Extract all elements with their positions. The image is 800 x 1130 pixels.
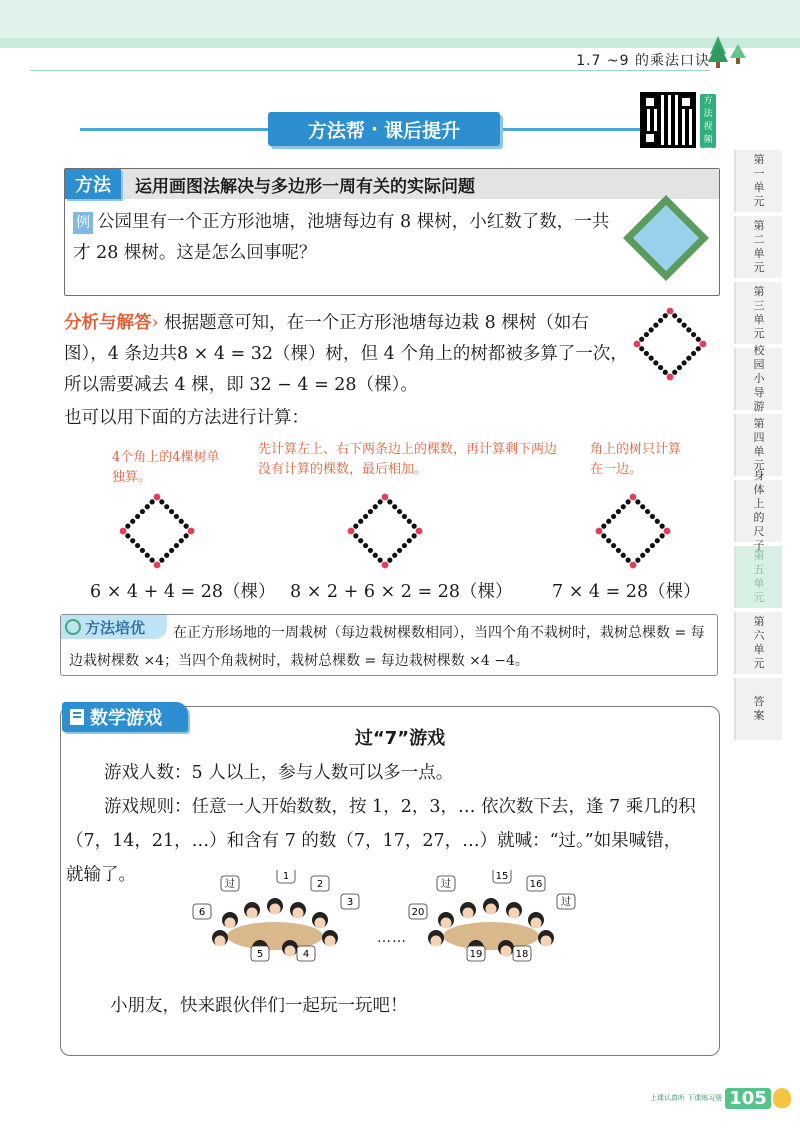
side-tree bbox=[150, 499, 155, 504]
side-tree bbox=[616, 548, 621, 553]
example-text bbox=[73, 207, 613, 269]
side-tree bbox=[640, 504, 645, 509]
child-face bbox=[501, 946, 512, 957]
child-face bbox=[270, 904, 281, 915]
side-tree bbox=[635, 558, 640, 563]
child-face bbox=[225, 918, 236, 929]
side-tab-unit-1[interactable]: 第一单元 bbox=[734, 150, 782, 212]
bubble-label: 1 bbox=[282, 871, 290, 882]
corner-tree bbox=[667, 374, 674, 381]
side-tree bbox=[387, 499, 392, 504]
side-tree bbox=[621, 504, 626, 509]
side-tree bbox=[672, 313, 677, 318]
side-tree bbox=[378, 499, 383, 504]
side-tree bbox=[639, 337, 644, 342]
side-tree bbox=[125, 533, 130, 538]
speech-bubble bbox=[277, 870, 295, 883]
top-band bbox=[0, 0, 800, 48]
square-tree-diagram-c bbox=[594, 492, 672, 570]
bubble-label: 20 bbox=[411, 907, 425, 918]
speech-bubble bbox=[297, 946, 315, 961]
side-tree bbox=[677, 318, 682, 323]
corner-tree bbox=[664, 528, 671, 535]
side-tree bbox=[649, 327, 654, 332]
side-tree bbox=[392, 553, 397, 558]
side-tree bbox=[658, 318, 663, 323]
qr-label: 方法视频课 bbox=[700, 94, 716, 148]
child-face bbox=[441, 918, 452, 929]
speech-bubble bbox=[527, 876, 545, 891]
analysis-text: 根据题意可知，在一个正方形池塘每边栽 8 棵树（如右图），4 条边共8 × 4 = 32（棵）树，但 4 个角上的树都被多算了一次，所以需要减去 4 棵，即 32 − 4 = 28（棵）。 bbox=[64, 313, 628, 395]
side-tree bbox=[626, 499, 631, 504]
side-tree bbox=[174, 514, 179, 519]
side-tree bbox=[663, 313, 668, 318]
children-circle-right bbox=[406, 870, 576, 970]
speech-bubble bbox=[251, 946, 269, 961]
side-tree bbox=[635, 499, 640, 504]
speech-bubble bbox=[467, 946, 485, 961]
corner-tree bbox=[700, 341, 707, 348]
chapter-tag: 1.7 ~9 的乘法口诀 bbox=[576, 53, 710, 69]
game-players: 游戏人数：5 人以上，参与人数可以多一点。 bbox=[104, 763, 454, 783]
side-tab-unit-4[interactable]: 第四单元 bbox=[734, 414, 782, 476]
corner-tree bbox=[382, 562, 389, 569]
bubble-label: 2 bbox=[316, 879, 324, 890]
side-tree bbox=[363, 514, 368, 519]
side-tree bbox=[682, 323, 687, 328]
corner-tree bbox=[630, 562, 637, 569]
side-tree bbox=[691, 332, 696, 337]
bubble-label: 5 bbox=[256, 949, 264, 960]
footer-slogan: 上课认真听 下课练习册 bbox=[650, 1093, 723, 1102]
side-tab-unit-3[interactable]: 第三单元 bbox=[734, 282, 782, 344]
side-tree bbox=[402, 543, 407, 548]
side-tab-answers[interactable]: 答案 bbox=[734, 678, 782, 740]
side-tree bbox=[655, 519, 660, 524]
side-tree bbox=[368, 509, 373, 514]
side-tree bbox=[640, 553, 645, 558]
tip-badge-label: 方法培优 bbox=[85, 618, 146, 637]
child-face bbox=[541, 936, 552, 947]
page-footer bbox=[650, 1086, 791, 1110]
side-tree bbox=[159, 558, 164, 563]
pond-illustration bbox=[621, 193, 711, 283]
bubble-label: 过 bbox=[441, 879, 451, 890]
side-tree bbox=[601, 533, 606, 538]
side-tree bbox=[174, 543, 179, 548]
example-badge: 例 bbox=[73, 212, 93, 234]
side-tree bbox=[169, 509, 174, 514]
side-tree bbox=[130, 519, 135, 524]
corner-tree bbox=[154, 494, 161, 501]
analysis-paragraph: 分析与解答› 根据题意可知，在一个正方形池塘每边栽 8 棵树（如右图），4 条边共8 × 4 = 32（棵）树，但 4 个角上的树都被多算了一次，所以需要减去 4 棵，即 32 − 4 = 28（棵）。 bbox=[64, 313, 628, 395]
side-tree bbox=[164, 504, 169, 509]
square-tree-diagram bbox=[632, 306, 708, 382]
side-tree bbox=[150, 558, 155, 563]
speech-bubble bbox=[311, 876, 329, 891]
corner-tree bbox=[120, 528, 127, 535]
corner-tree bbox=[634, 341, 641, 348]
child-face bbox=[531, 918, 542, 929]
game-badge-label: 数学游戏 bbox=[90, 708, 162, 729]
side-tree bbox=[358, 519, 363, 524]
formula-3: 7 × 4 = 28（棵） bbox=[552, 582, 701, 602]
child-face bbox=[325, 936, 336, 947]
bubble-label: 过 bbox=[561, 897, 571, 908]
side-tree bbox=[373, 553, 378, 558]
side-tree bbox=[135, 543, 140, 548]
side-tree bbox=[373, 504, 378, 509]
bubble-label: 15 bbox=[495, 871, 509, 882]
side-tree bbox=[184, 524, 189, 529]
side-tree bbox=[402, 514, 407, 519]
corner-tree bbox=[630, 494, 637, 501]
side-tree bbox=[397, 509, 402, 514]
example-body: 公园里有一个正方形池塘，池塘每边有 8 棵树，小红数了数，一共才 28 棵树。这是怎么回事呢？ bbox=[73, 212, 610, 263]
corner-tree bbox=[188, 528, 195, 535]
speech-bubble bbox=[437, 876, 455, 891]
tip-text: 在正方形场地的一周栽树（每边栽树棵数相同），当四个角不栽树时，栽树总棵数 = 每边栽树棵数 ×4；当四个角栽树时，栽树总棵数 = 每边栽树棵数 ×4 −4。 bbox=[69, 625, 705, 669]
side-tree bbox=[645, 509, 650, 514]
side-tree bbox=[606, 519, 611, 524]
bubble-label: 4 bbox=[302, 949, 310, 960]
game-rules-end: 就输了。 bbox=[66, 865, 136, 885]
side-tree bbox=[140, 548, 145, 553]
child-face bbox=[285, 946, 296, 957]
bubble-label: 3 bbox=[346, 897, 354, 908]
bubble-label: 18 bbox=[515, 949, 529, 960]
banner-left: 方法帮 bbox=[307, 119, 365, 142]
page-number: 105 bbox=[725, 1088, 771, 1109]
child-face bbox=[463, 908, 474, 919]
corner-tree bbox=[154, 562, 161, 569]
corner-tree bbox=[348, 528, 355, 535]
side-tree bbox=[696, 337, 701, 342]
qr-code-icon[interactable] bbox=[640, 92, 696, 148]
formula-1: 6 × 4 + 4 = 28（棵） bbox=[90, 582, 276, 602]
side-tree bbox=[653, 323, 658, 328]
side-tree bbox=[169, 548, 174, 553]
side-tree bbox=[392, 504, 397, 509]
also-text: 也可以用下面的方法进行计算： bbox=[64, 408, 309, 428]
side-tree bbox=[135, 514, 140, 519]
speech-bubble bbox=[409, 904, 427, 919]
side-tab-unit-5[interactable]: 第五单元 bbox=[734, 546, 782, 608]
side-tree bbox=[145, 553, 150, 558]
side-tree bbox=[179, 519, 184, 524]
child-face bbox=[215, 936, 226, 947]
side-tree bbox=[179, 538, 184, 543]
side-tree bbox=[650, 514, 655, 519]
side-tree bbox=[682, 360, 687, 365]
side-tree bbox=[686, 356, 691, 361]
child-face bbox=[247, 908, 258, 919]
side-tree bbox=[650, 543, 655, 548]
corner-tree bbox=[667, 308, 674, 315]
side-tree bbox=[601, 524, 606, 529]
side-tree bbox=[412, 524, 417, 529]
bubble-label: 6 bbox=[198, 907, 206, 918]
side-tree bbox=[378, 558, 383, 563]
side-tree bbox=[616, 509, 621, 514]
formula-2: 8 × 2 + 6 × 2 = 28（棵） bbox=[290, 582, 513, 602]
corner-tree bbox=[596, 528, 603, 535]
side-tree bbox=[363, 543, 368, 548]
corner-tree bbox=[382, 494, 389, 501]
square-tree-diagram-b bbox=[346, 492, 424, 570]
book-icon bbox=[70, 709, 84, 725]
closing-text: 小朋友，快来跟伙伴们一起玩一玩吧！ bbox=[110, 996, 408, 1016]
side-tree bbox=[645, 548, 650, 553]
side-tab-unit-2[interactable]: 第二单元 bbox=[734, 216, 782, 278]
side-tree bbox=[658, 365, 663, 370]
side-tree bbox=[686, 327, 691, 332]
method-tag: 方法 bbox=[65, 169, 121, 199]
banner-dot: · bbox=[370, 118, 379, 140]
side-tree bbox=[606, 538, 611, 543]
side-tree bbox=[644, 351, 649, 356]
side-tree bbox=[125, 524, 130, 529]
side-tree bbox=[672, 370, 677, 375]
side-tree bbox=[397, 548, 402, 553]
side-tree bbox=[368, 548, 373, 553]
side-tree bbox=[660, 524, 665, 529]
child-face bbox=[509, 908, 520, 919]
method-title: 运用画图法解决与多边形一周有关的实际问题 bbox=[135, 176, 475, 197]
side-tree bbox=[611, 543, 616, 548]
side-tab-body-ruler[interactable]: 体上的尺 bbox=[734, 480, 782, 542]
banner-right: 课后提升 bbox=[384, 119, 461, 142]
note-method-1: 4个角上的4棵树单独算。 bbox=[112, 450, 220, 485]
mascot-icon bbox=[773, 1088, 791, 1108]
tip-box bbox=[60, 614, 718, 676]
header-rule bbox=[30, 70, 710, 71]
side-tree bbox=[696, 346, 701, 351]
side-tree bbox=[407, 519, 412, 524]
side-tree bbox=[691, 351, 696, 356]
children-circle-left bbox=[190, 870, 360, 970]
side-tab-unit-6[interactable]: 第六单元 bbox=[734, 612, 782, 674]
side-tree bbox=[130, 538, 135, 543]
side-tree bbox=[145, 504, 150, 509]
child-face bbox=[431, 936, 442, 947]
side-tree bbox=[655, 538, 660, 543]
speech-bubble bbox=[193, 904, 211, 919]
side-tree bbox=[412, 533, 417, 538]
side-tree bbox=[353, 533, 358, 538]
side-tree bbox=[407, 538, 412, 543]
side-tree bbox=[653, 360, 658, 365]
note-method-3: 角上的树只计算在一边。 bbox=[590, 442, 682, 477]
game-title: 过“7”游戏 bbox=[354, 728, 446, 749]
square-tree-diagram-a bbox=[118, 492, 196, 570]
side-tree bbox=[663, 370, 668, 375]
side-tree bbox=[621, 553, 626, 558]
bubble-label: 16 bbox=[529, 879, 543, 890]
bubble-label: 19 bbox=[469, 949, 483, 960]
child-face bbox=[293, 908, 304, 919]
side-tabs bbox=[734, 150, 782, 744]
tip-badge bbox=[61, 615, 167, 639]
side-tree bbox=[611, 514, 616, 519]
game-rules: 游戏规则：任意一人开始数数，按 1，2，3，… 依次数下去，逢 7 乘几的积（7，14，21，…）和含有 7 的数（7，17，27，…）就喊：“过。”如果喊错， bbox=[66, 797, 696, 851]
analysis-label: 分析与解答 bbox=[64, 313, 152, 333]
game-body bbox=[66, 756, 706, 892]
side-tree bbox=[140, 509, 145, 514]
side-tree bbox=[626, 558, 631, 563]
speech-bubble bbox=[513, 946, 531, 961]
side-tree bbox=[358, 538, 363, 543]
speech-bubble bbox=[221, 876, 239, 891]
child-face bbox=[315, 918, 326, 929]
side-tree bbox=[184, 533, 189, 538]
corner-tree bbox=[416, 528, 423, 535]
magnifier-icon bbox=[65, 619, 81, 635]
side-tree bbox=[353, 524, 358, 529]
side-tree bbox=[387, 558, 392, 563]
side-tree bbox=[159, 499, 164, 504]
speech-bubble bbox=[341, 894, 359, 909]
side-tab-campus-guide[interactable]: 校园小导游 bbox=[734, 348, 782, 410]
side-tree bbox=[677, 365, 682, 370]
side-tree bbox=[649, 356, 654, 361]
speech-bubble bbox=[557, 894, 575, 909]
method-box bbox=[64, 168, 720, 296]
side-tree bbox=[644, 332, 649, 337]
section-banner bbox=[80, 112, 640, 146]
note-method-2: 先计算左上、右下两条边上的棵数，再计算剩下两边没有计算的棵数，最后相加。 bbox=[258, 442, 558, 477]
child-face bbox=[486, 904, 497, 915]
side-tree bbox=[660, 533, 665, 538]
side-tree bbox=[639, 346, 644, 351]
ellipsis: …… bbox=[377, 930, 407, 946]
speech-bubble bbox=[493, 870, 511, 883]
bubble-label: 过 bbox=[225, 879, 235, 890]
tree-icon bbox=[708, 34, 748, 70]
side-tree bbox=[164, 553, 169, 558]
